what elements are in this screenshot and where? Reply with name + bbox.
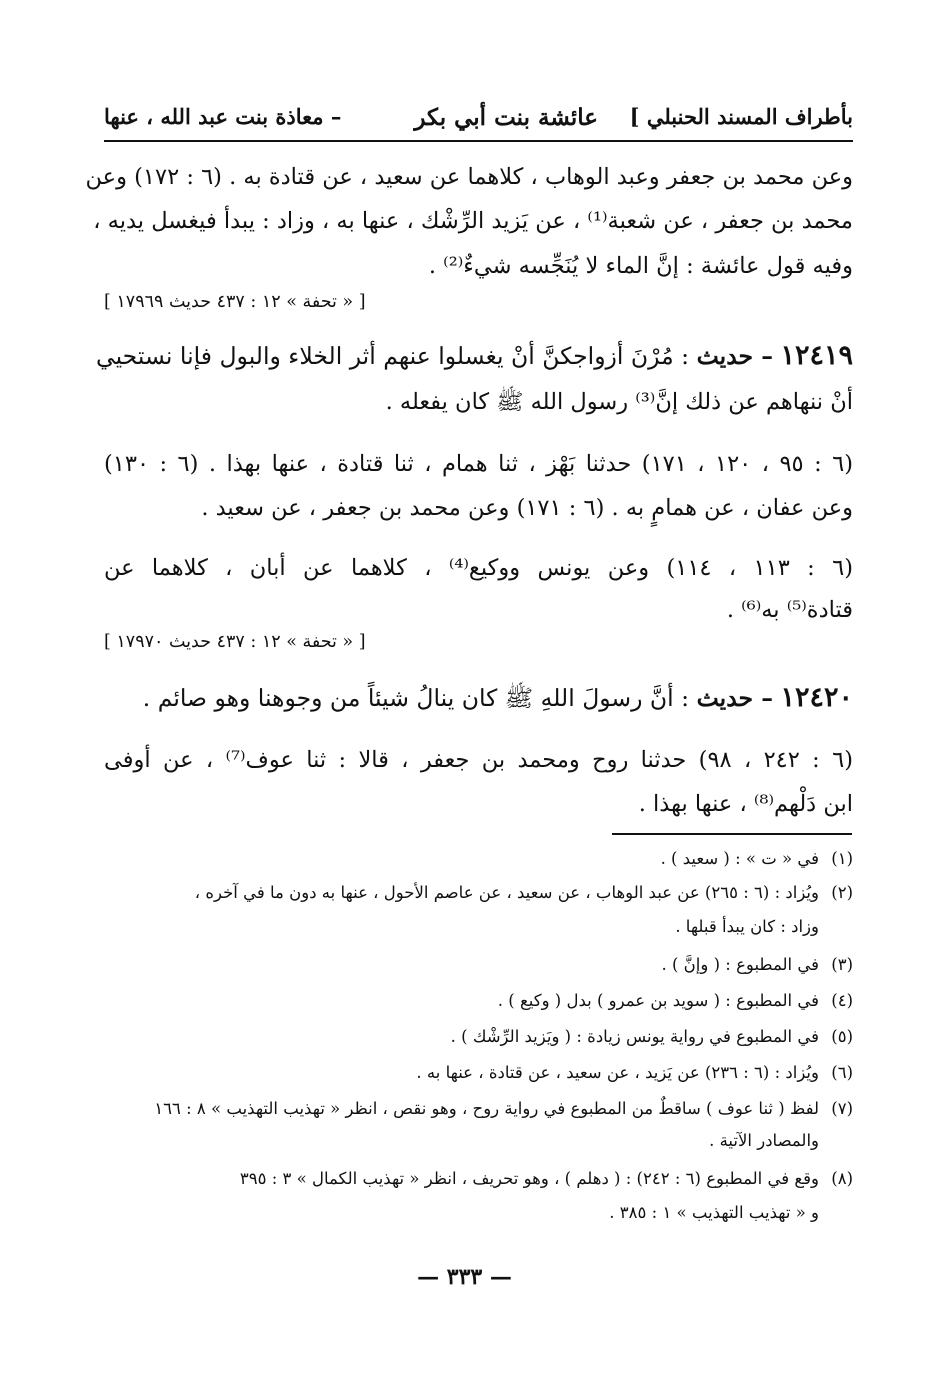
header-subject: – معاذة بنت عبد الله ، عنها: [104, 104, 342, 129]
hadith-heading: [104, 682, 853, 714]
body-line: قتادة⁽⁵⁾ به⁽⁶⁾ .: [726, 597, 853, 623]
hadith-number: ١٢٤٢٠: [780, 682, 853, 713]
running-header: [104, 96, 853, 142]
hadith-label: – حديث: [696, 342, 773, 370]
footnote: (٨)وقع في المطبوع (٦ : ٢٤٢) : ( دهلم ) ، وهو تحريف ، انظر « تهذيب الكمال » ٣ : ٣٩٥: [239, 1169, 853, 1188]
hadith-text: : أنَّ رسولَ اللهِ ﷺ كان ينالُ شيئاً من وجوهنا وهو صائم .: [142, 684, 690, 712]
header-book-title: بأطراف المسند الحنبلي ]: [629, 104, 853, 129]
hadith-label: – حديث: [696, 684, 773, 712]
footnote: (٥)في المطبوع في رواية يونس زيادة : ( ويَزيد الرِّشْك ) .: [450, 1027, 853, 1046]
footnote: (٤)في المطبوع : ( سويد بن عمرو ) بدل ( وكيع ) .: [497, 991, 853, 1010]
footnote: (٦)ويُزاد : (٦ : ٢٣٦) عن يَزيد ، عن سعيد ، عن قتادة ، عنها به .: [416, 1063, 853, 1082]
footnote-continuation: و « تهذيب التهذيب » ١ : ٣٨٥ .: [609, 1203, 819, 1222]
page-number: — ٣٣٣ —: [417, 1264, 512, 1290]
footnote-continuation: والمصادر الآتية .: [709, 1131, 819, 1150]
tuhfa-reference: [ « تحفة » ١٢ : ٤٣٧ حديث ١٧٩٦٩ ]: [104, 292, 366, 312]
body-line: أنْ ننهاهم عن ذلك إنَّ⁽³⁾ رسول الله ﷺ كان يفعله .: [385, 389, 853, 415]
footnote-separator: [612, 833, 852, 835]
footnote: (٧)لفظ ( ثنا عوف ) ساقطٌ من المطبوع في رواية روح ، وهو نقص ، انظر « تهذيب التهذيب » ٨ : ١٦٦: [154, 1099, 853, 1118]
body-line: محمد بن جعفر ، عن شعبة⁽¹⁾ ، عن يَزيد الرِّشْك ، عنها به ، وزاد : يبدأ فيغسل يديه ،: [93, 208, 853, 234]
header-chapter: عائشة بنت أبي بكر: [414, 104, 598, 131]
hadith-heading: [96, 340, 853, 372]
body-line: (٦ : ١١٣ ، ١١٤) وعن يونس ووكيع⁽⁴⁾ ، كلاهما عن أبان ، كلاهما عن: [104, 555, 853, 581]
footnote-continuation: وزاد : كان يبدأ قبلها .: [675, 917, 819, 936]
hadith-number: ١٢٤١٩: [780, 340, 853, 371]
hadith-text: : مُرْنَ أزواجكنَّ أنْ يغسلوا عنهم أثر الخلاء والبول فإنا نستحيي: [96, 342, 690, 370]
footnote: (٣)في المطبوع : ( وإنَّ ) .: [661, 955, 853, 974]
body-line: ابن دَلْهم⁽⁸⁾ ، عنها بهذا .: [638, 791, 853, 817]
tuhfa-reference: [ « تحفة » ١٢ : ٤٣٧ حديث ١٧٩٧٠ ]: [104, 632, 366, 652]
body-line: وعن عفان ، عن همامٍ به . (٦ : ١٧١) وعن محمد بن جعفر ، عن سعيد .: [201, 495, 853, 521]
body-line: وفيه قول عائشة : إنَّ الماء لا يُنَجِّسه شيءٌ⁽²⁾ .: [428, 253, 853, 279]
footnote: (١)في « ت » : ( سعيد ) .: [660, 849, 853, 868]
body-line: وعن محمد بن جعفر وعبد الوهاب ، كلاهما عن سعيد ، عن قتادة به . (٦ : ١٧٢) وعن: [85, 164, 853, 190]
footnote: (٢)ويُزاد : (٦ : ٢٦٥) عن عبد الوهاب ، عن سعيد ، عن عاصم الأحول ، عنها به دون ما في آخره ،: [194, 883, 853, 902]
body-line: (٦ : ٢٤٢ ، ٩٨) حدثنا روح ومحمد بن جعفر ، قالا : ثنا عوف⁽⁷⁾ ، عن أوفى: [104, 747, 853, 773]
body-line: (٦ : ٩٥ ، ١٢٠ ، ١٧١) حدثنا بَهْز ، ثنا همام ، ثنا قتادة ، عنها بهذا . (٦ : ١٣٠): [104, 451, 854, 477]
